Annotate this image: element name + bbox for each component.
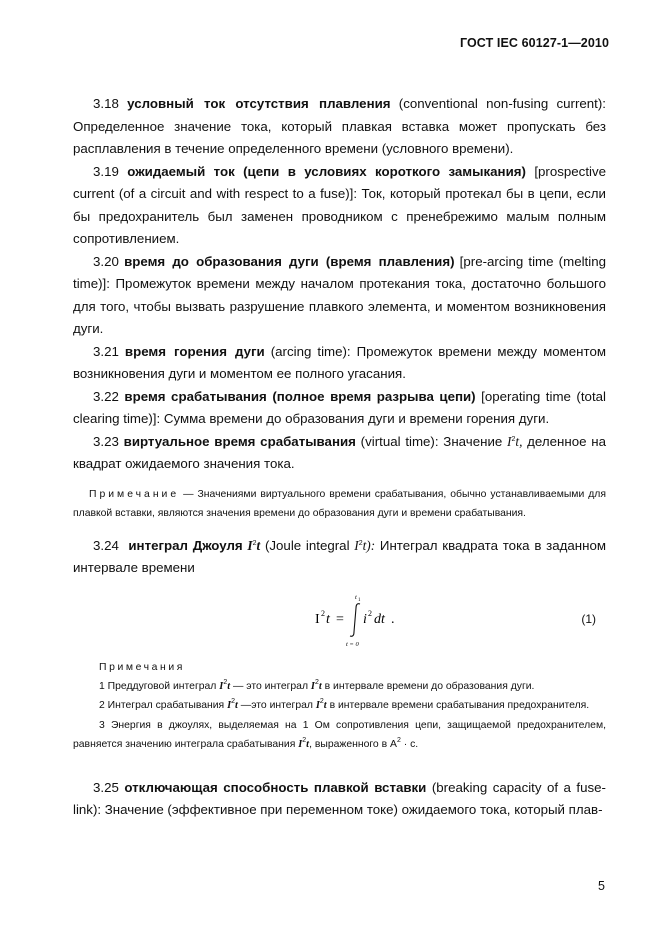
clause-text: [operating time (total clearing time)]: Сумма времени до образования дуги и времени горения дуги.: [73, 388, 606, 426]
symbol-t: t,: [515, 433, 523, 449]
symbol-t: t: [323, 700, 327, 711]
clause-text: [prospective current (of a circuit and with respect to a fuse)]: Ток, который протекал бы в цепи, если бы предохранитель был заменен проводником с пренебрежимо малым полным сопротивлением.: [73, 163, 607, 246]
clause-3-22: [73, 386, 606, 431]
clause-text-end: деленное на квадрат ожидаемого значения тока.: [73, 433, 606, 471]
symbol-superscript: 2: [302, 737, 307, 744]
clause-text: [pre-arcing time (melting time)]: Промежуток времени между началом протекания тока, достаточно большого для того, чтобы вызвать разрушение плавкого элемента, и моментом возникновения дуги.: [73, 253, 606, 336]
clause-3-20: [73, 251, 606, 341]
notes-heading: Примечания: [99, 661, 185, 673]
formula-upper-limit: t: [355, 593, 357, 601]
clause-text: (conventional non-fusing current): Определенное значение тока, который плавкая вставка может пропускать без расплавления в течение определенного времени (условного времени).: [73, 96, 606, 156]
note-text: —это интеграл: [237, 700, 316, 711]
clause-term: интеграл Джоуля: [128, 537, 243, 553]
clause-3-25: [73, 777, 606, 822]
clause-3-18: [73, 93, 606, 161]
note-text: 1 Преддуговой интеграл: [99, 680, 220, 692]
clause-number: 3.25: [93, 779, 119, 795]
formula-lhs-i: I: [315, 611, 320, 627]
symbol-t: t: [306, 739, 310, 750]
note-text: в интервале времени срабатывания предохранителя.: [326, 700, 590, 711]
clause-number: 3.19: [93, 163, 119, 179]
symbol-i: I: [315, 700, 320, 711]
clause-text: (arcing time): Промежуток времени между моментом возникновения дуги и моментом ее полного угасания.: [73, 343, 606, 381]
symbol-superscript: 2: [231, 698, 236, 705]
clause-term: время до образования дуги (время плавления): [124, 253, 455, 269]
note-text: в интервале времени до образования дуги.: [321, 680, 535, 692]
clause-3-24: [73, 535, 606, 580]
symbol-i-2: I: [354, 537, 359, 553]
formula-dot: .: [391, 611, 395, 627]
clause-mid: (Joule integral: [260, 537, 355, 553]
note-item-3: [73, 716, 606, 755]
clause-number: 3.24: [93, 537, 119, 553]
page-number: 5: [598, 879, 605, 893]
clause-number: 3.20: [93, 253, 119, 269]
symbol-i: I: [227, 700, 232, 711]
clause-term: время горения дуги: [124, 343, 265, 359]
clause-number: 3.23: [93, 433, 119, 449]
symbol-superscript: 2: [223, 678, 228, 686]
symbol-t: t: [318, 680, 322, 692]
note-item-2: [73, 696, 606, 716]
formula-lower-limit: t = 0: [346, 640, 359, 648]
clause-term: ожидаемый ток (цепи в условиях короткого замыкания): [127, 163, 526, 179]
note-text: 3 Энергия в джоулях, выделяемая на 1 Ом сопротивления цепи, защищаемой предохранителем, равняется значению интеграла срабатывания: [73, 719, 606, 750]
symbol-i: I: [310, 680, 315, 692]
symbol-i: I: [298, 739, 303, 750]
note-text: · с.: [400, 739, 419, 750]
symbol-t-2: t):: [362, 537, 376, 553]
formula-upper-sub: 1: [358, 597, 361, 603]
document-header: ГОСТ IEC 60127-1—2010: [459, 36, 609, 50]
clause-term: виртуальное время срабатывания: [123, 433, 356, 449]
note-text: — Значениями виртуального времени срабатывания, обычно устанавливаемыми для плавкой вставки, являются значения времени до образования дуги и времени срабатывания.: [73, 488, 606, 519]
symbol-t: t: [235, 700, 238, 711]
symbol-t: t: [256, 537, 261, 553]
formula-integrand-i: i: [363, 611, 367, 627]
clause-text: (virtual time): Значение: [355, 433, 508, 449]
clause-term: отключающая способность плавкой вставки: [124, 779, 427, 795]
symbol-i: I: [507, 433, 512, 449]
clause-3-23: [73, 431, 606, 476]
formula-equals: =: [336, 611, 344, 627]
clause-3-21: [73, 341, 606, 386]
notes-3-24: [73, 662, 606, 755]
integral-sign: [350, 603, 360, 636]
symbol-superscript-2: 2: [358, 539, 363, 547]
clause-term: условный ток отсутствия плавления: [127, 96, 391, 111]
symbol-superscript: 2: [314, 678, 319, 686]
note-label: Примечание: [89, 488, 180, 500]
note-item-1: [73, 677, 606, 697]
clause-3-19: [73, 161, 606, 251]
formula-dt: dt: [374, 611, 385, 627]
formula-graphic: [313, 590, 423, 648]
document-body: [73, 93, 606, 822]
symbol-superscript: 2: [511, 435, 516, 443]
symbol-i: I: [247, 537, 253, 553]
clause-number: 3.21: [93, 343, 119, 359]
formula-number: (1): [581, 611, 596, 626]
formula-integrand-sup: 2: [368, 608, 372, 618]
note-text: — это интеграл: [230, 680, 311, 692]
formula-1: [73, 590, 606, 648]
symbol-superscript: 2: [252, 539, 257, 547]
clause-term: время срабатывания (полное время разрыва цепи): [124, 388, 476, 404]
formula-lhs-sup: 2: [321, 608, 325, 618]
symbol-superscript: 2: [319, 698, 324, 705]
note-text: , выраженного в А: [309, 739, 397, 750]
symbol-i: I: [219, 680, 224, 692]
clause-number: 3.22: [93, 388, 119, 404]
formula-lhs-t: t: [326, 611, 330, 627]
clause-number: 3.18: [93, 96, 119, 111]
note-3-23: [73, 485, 606, 523]
note-text: 2 Интеграл срабатывания: [99, 700, 228, 711]
clause-text: Интеграл квадрата тока в заданном интервале времени: [73, 537, 606, 575]
clause-text: (breaking capacity of a fuse-link): Значение (эффективное при переменном токе) ожидаемого тока, который плав-: [73, 779, 606, 817]
unit-superscript: 2: [396, 737, 401, 744]
symbol-t: t: [227, 680, 231, 692]
